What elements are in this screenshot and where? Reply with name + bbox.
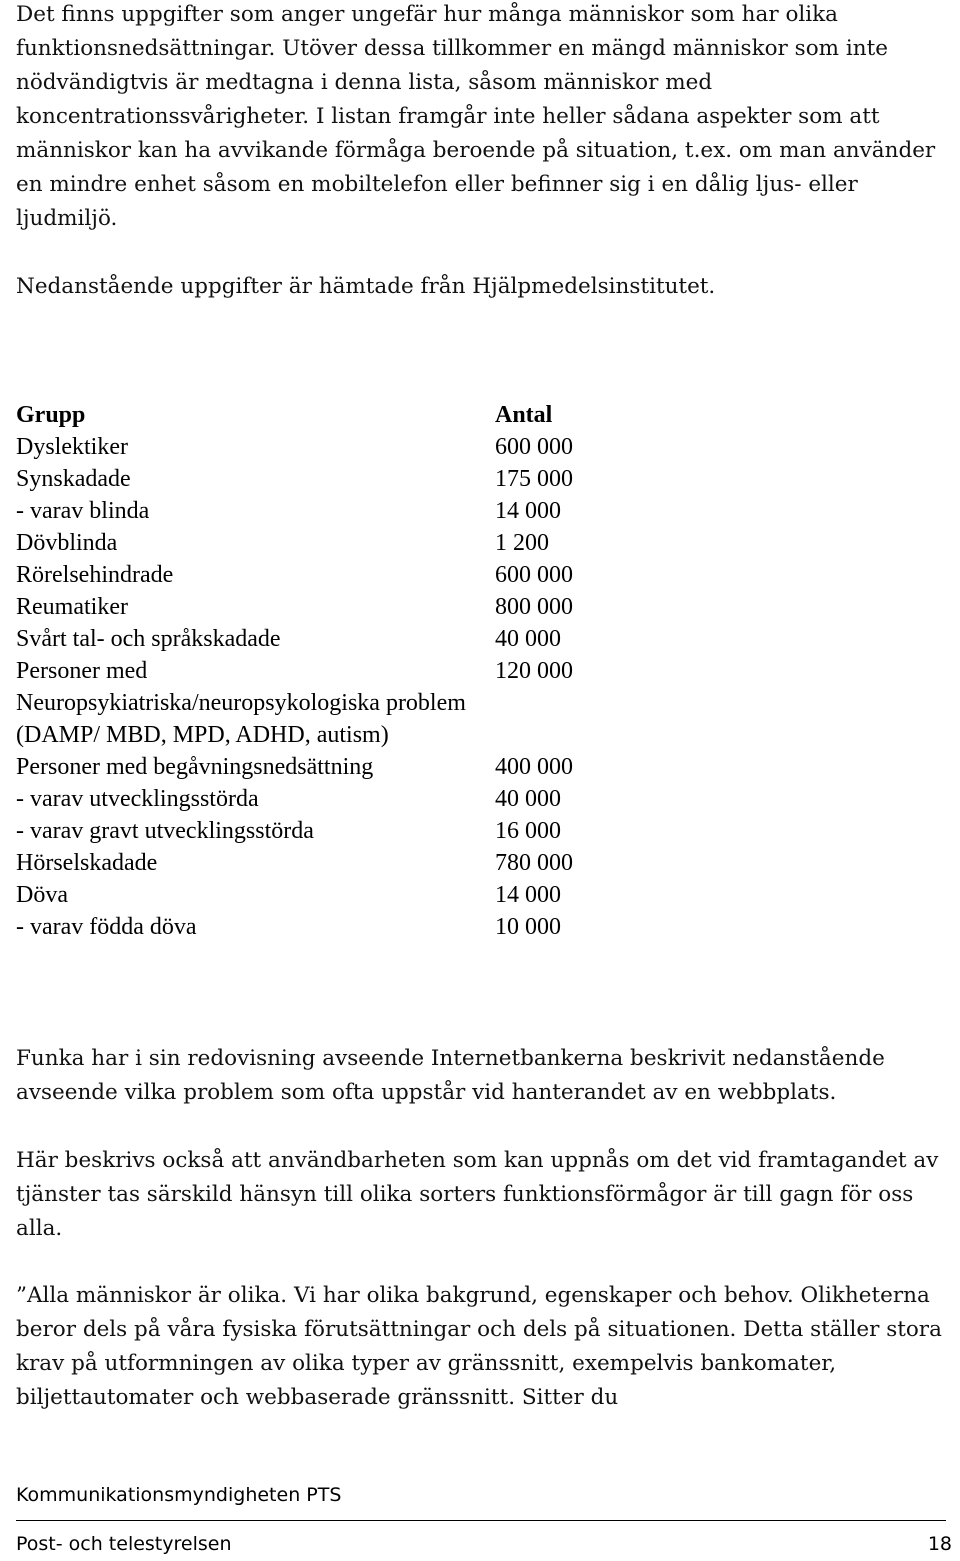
- table-row: [16, 783, 716, 815]
- table-row: [16, 495, 716, 527]
- group-cell: Döva: [16, 882, 68, 908]
- footer-organization: Kommunikationsmyndigheten PTS: [16, 1484, 342, 1506]
- table-row: [16, 559, 716, 591]
- table-row: [16, 815, 716, 847]
- count-cell: 120 000: [495, 658, 573, 684]
- group-cell: Personer med Neuropsykiatriska/neuropsykologiska problem (DAMP/ MBD, MPD, ADHD, autism): [16, 658, 466, 748]
- count-cell: 14 000: [495, 498, 561, 524]
- count-cell: 1 200: [495, 530, 549, 556]
- table-header-row: [16, 399, 716, 431]
- table-row: [16, 751, 716, 783]
- group-cell: Synskadade: [16, 466, 131, 492]
- count-cell: 800 000: [495, 594, 573, 620]
- group-cell: Personer med begåvningsnedsättning: [16, 754, 374, 780]
- table-row: [16, 623, 716, 655]
- count-cell: 175 000: [495, 466, 573, 492]
- footer-bottom: [16, 1533, 952, 1555]
- intro-paragraph: Det finns uppgifter som anger ungefär hur många människor som har olika funktionsnedsättningar. Utöver dessa tillkommer en mängd människor som inte nödvändigtvis är medtagna i denna lista, såsom människor med koncentrationssvårigheter. I listan framgår inte heller sådana aspekter som att människor kan ha avvikande förmåga beroende på situation, t.ex. om man använder en mindre enhet såsom en mobiltelefon eller befinner sig i en dålig ljus- eller ljudmiljö.: [16, 2, 936, 231]
- group-cell: - varav blinda: [16, 498, 150, 524]
- table-row: [16, 847, 716, 879]
- page-number: 18: [927, 1533, 952, 1555]
- group-cell: - varav utvecklingsstörda: [16, 786, 259, 812]
- table-row: [16, 655, 716, 751]
- group-cell: Dövblinda: [16, 530, 118, 556]
- group-cell: - varav födda döva: [16, 914, 197, 940]
- count-cell: 600 000: [495, 434, 573, 460]
- group-cell: Dyslektiker: [16, 434, 128, 460]
- header-count: Antal: [495, 402, 553, 428]
- header-group: Grupp: [16, 402, 86, 428]
- table-row: [16, 591, 716, 623]
- count-cell: 780 000: [495, 850, 573, 876]
- count-cell: 14 000: [495, 882, 561, 908]
- table-row: [16, 463, 716, 495]
- quote-paragraph: ”Alla människor är olika. Vi har olika bakgrund, egenskaper och behov. Olikheterna beror dels på våra fysiska förutsättningar och dels på situationen. Detta ställer stora krav på utformningen av olika typer av gränssnitt, exempelvis bankomater, biljettautomater och webbaserade gränssnitt. Sitter du: [16, 1283, 942, 1410]
- count-cell: 16 000: [495, 818, 561, 844]
- group-cell: Hörselskadade: [16, 850, 158, 876]
- count-cell: 10 000: [495, 914, 561, 940]
- disability-table: [16, 399, 716, 943]
- describe-paragraph: Här beskrivs också att användbarheten som kan uppnås om det vid framtagandet av tjänster tas särskild hänsyn till olika sorters funktionsförmågor är till gagn för oss alla.: [16, 1148, 939, 1241]
- count-cell: 600 000: [495, 562, 573, 588]
- count-cell: 40 000: [495, 786, 561, 812]
- footer-divider: [16, 1520, 946, 1521]
- group-cell: Svårt tal- och språkskadade: [16, 626, 281, 652]
- footer-agency: Post- och telestyrelsen: [16, 1533, 232, 1555]
- source-paragraph: Nedanstående uppgifter är hämtade från Hjälpmedelsinstitutet.: [16, 274, 716, 299]
- table-row: [16, 879, 716, 911]
- count-cell: 40 000: [495, 626, 561, 652]
- table-row: [16, 911, 716, 943]
- group-cell: Rörelsehindrade: [16, 562, 174, 588]
- funka-paragraph: Funka har i sin redovisning avseende Internetbankerna beskrivit nedanstående avseende vilka problem som ofta uppstår vid hanterandet av en webbplats.: [16, 1046, 885, 1105]
- table-row: [16, 431, 716, 463]
- count-cell: 400 000: [495, 754, 573, 780]
- table-row: [16, 527, 716, 559]
- group-cell: Reumatiker: [16, 594, 128, 620]
- group-cell: - varav gravt utvecklingsstörda: [16, 818, 314, 844]
